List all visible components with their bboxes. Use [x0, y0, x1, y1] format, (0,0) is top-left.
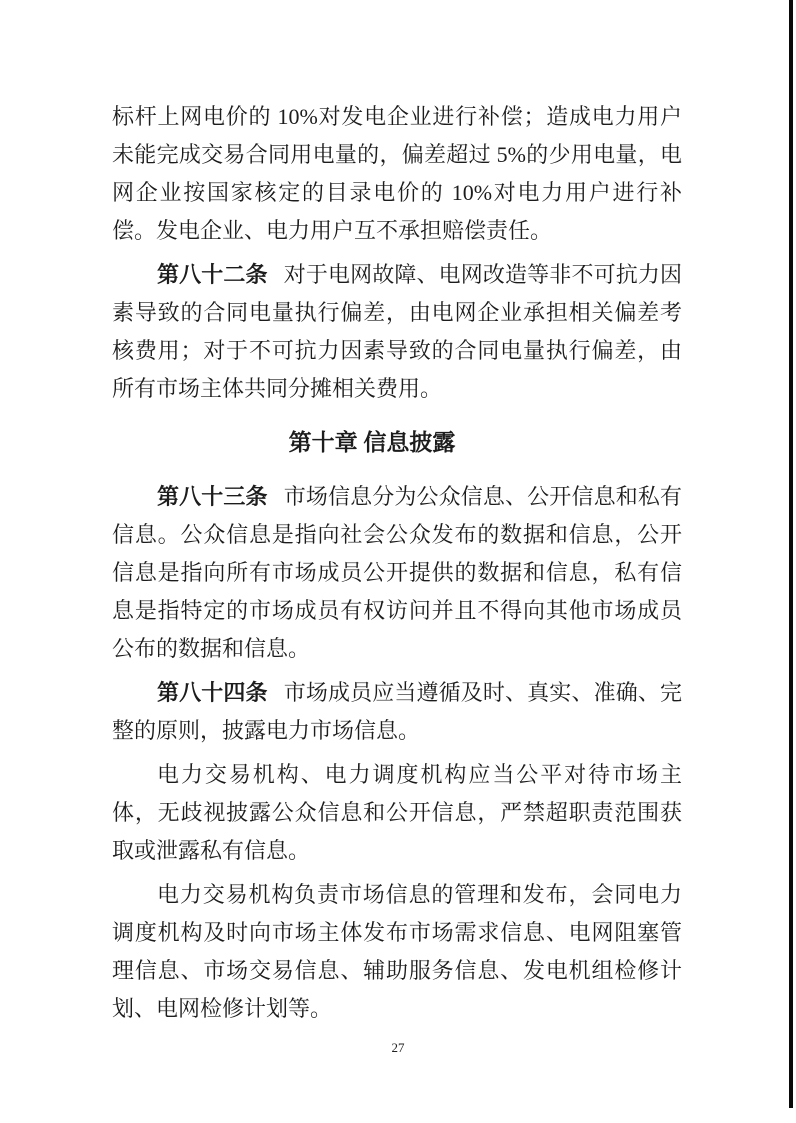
body-paragraph-info-publishing: 电力交易机构负责市场信息的管理和发布，会同电力调度机构及时向市场主体发布市场需求信息、电网阻塞管理信息、市场交易信息、辅助服务信息、发电机组检修计划、电网检修计划等。 — [112, 882, 682, 1021]
body-paragraph-continuation: 标杆上网电价的 10%对发电企业进行补偿；造成电力用户未能完成交易合同用电量的，偏差超过 5%的少用电量，电网企业按国家核定的目录电价的 10%对电力用户进行补偿。发电企业、电力用户互不承担赔偿责任。 — [112, 104, 682, 243]
page-number: 27 — [391, 1040, 405, 1055]
article-84-text: 市场成员应当遵循及时、真实、准确、完整的原则，披露电力市场信息。 — [112, 680, 682, 743]
article-82-text: 对于电网故障、电网改造等非不可抗力因素导致的合同电量执行偏差，由电网企业承担相关偏差考核费用；对于不可抗力因素导致的合同电量执行偏差，由所有市场主体共同分摊相关费用。 — [112, 262, 682, 401]
article-83-text: 市场信息分为公众信息、公开信息和私有信息。公众信息是指向社会公众发布的数据和信息，公开信息是指向所有市场成员公开提供的数据和信息，私有信息是指特定的市场成员有权访问并且不得向其他市场成员公布的数据和信息。 — [112, 484, 682, 661]
chapter-heading: 第十章 信息披露 — [288, 430, 456, 455]
body-paragraph-fair-disclosure: 电力交易机构、电力调度机构应当公平对待市场主体，无歧视披露公众信息和公开信息，严禁超职责范围获取或泄露私有信息。 — [112, 762, 682, 863]
article-83-paragraph — [112, 478, 682, 668]
scan-artifact-line — [789, 0, 793, 1108]
article-84-paragraph — [112, 674, 682, 750]
document-body — [112, 98, 682, 1034]
article-82-lead: 第八十二条 — [157, 262, 268, 287]
article-82-paragraph — [112, 256, 682, 408]
article-83-lead: 第八十三条 — [157, 484, 268, 509]
article-84-lead: 第八十四条 — [157, 680, 268, 705]
